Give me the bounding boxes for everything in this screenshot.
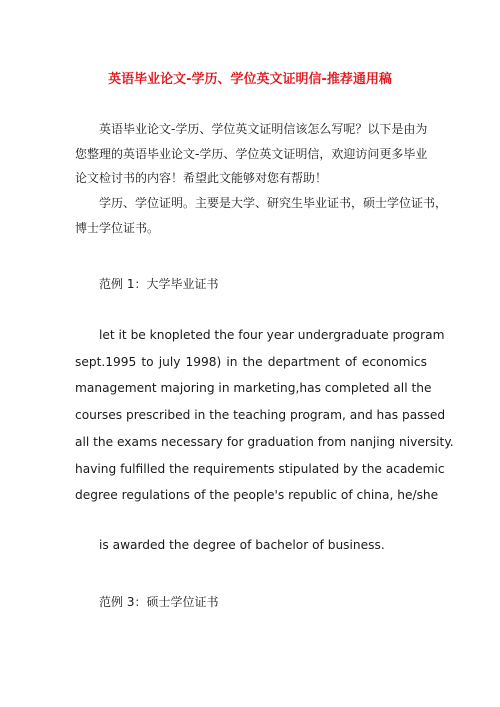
english-line: management majoring in marketing,has completed all the xyxy=(75,381,432,396)
degree-award-line: is awarded the degree of bachelor of business. xyxy=(99,538,385,552)
english-line: degree regulations of the people's republic of china, he/she xyxy=(75,488,439,503)
example-1-heading: 范例 1：大学毕业证书 xyxy=(99,277,219,291)
english-line: having fulfilled the requirements stipulated by the academic xyxy=(75,461,445,476)
intro-paragraph xyxy=(75,117,427,191)
intro-line: 论文检讨书的内容！希望此文能够对您有帮助！ xyxy=(75,171,328,185)
certificate-english-paragraph xyxy=(75,322,454,509)
summary-paragraph xyxy=(75,191,448,240)
english-line: all the exams necessary for graduation from nanjing niversity. xyxy=(75,434,454,449)
summary-line: 博士学位证书。 xyxy=(75,220,160,235)
english-line: courses prescribed in the teaching program, and has passed xyxy=(75,408,446,423)
intro-line: 您整理的英语毕业论文-学历、学位英文证明信，欢迎访问更多毕业 xyxy=(75,146,428,161)
example-3-heading: 范例 3：硕士学位证书 xyxy=(99,595,219,609)
intro-line: 英语毕业论文-学历、学位英文证明信该怎么写呢？以下是由为 xyxy=(99,122,428,136)
summary-line: 学历、学位证明。主要是大学、研究生毕业证书，硕士学位证书， xyxy=(99,196,448,210)
english-line: sept.1995 to july 1998) in the department of economics xyxy=(75,354,427,369)
english-line: let it be knopleted the four year undergraduate program xyxy=(99,328,445,342)
document-title: 英语毕业论文-学历、学位英文证明信-推荐通用稿 xyxy=(108,72,392,87)
